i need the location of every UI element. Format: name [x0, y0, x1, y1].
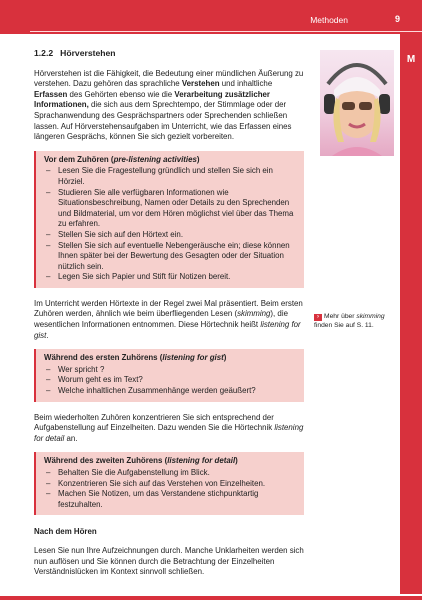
footer-bar [0, 596, 422, 600]
second-listening-box [34, 452, 304, 515]
gist-paragraph: Im Unterricht werden Hörtexte in der Regel zwei Mal präsentiert. Beim ersten Zuhören werden, ähnlich wie beim überfliegenden Lesen (skimming), die wesentlichen Informationen entnommen. Diese Hörtechnik heißt listening for gist. [34, 298, 303, 340]
first-listening-box [34, 349, 304, 401]
list-item: – Welche inhaltlichen Zusammenhänge werden geäußert? [44, 386, 296, 397]
section-heading [34, 48, 304, 59]
second-listening-list [44, 468, 296, 510]
header-bar [0, 0, 422, 34]
list-item: – Lesen Sie die Fragestellung gründlich und stellen Sie sich ein Hörziel. [44, 166, 296, 187]
list-item: – Stellen Sie sich auf eventuelle Nebengeräusche ein; diese können Ihnen später bei der Bewertung des Gesagten oder der Situation nützlich sein. [44, 241, 296, 273]
header-rule [30, 31, 422, 32]
box-title: Während des ersten Zuhörens (listening for gist) [44, 353, 227, 363]
section-number: 1.2.2 [34, 48, 54, 58]
pre-listening-box [34, 151, 304, 288]
list-item: – Stellen Sie sich auf den Hörtext ein. [44, 230, 296, 241]
after-listening-paragraph: Lesen Sie nun Ihre Aufzeichnungen durch. Manche Unklarheiten werden sich nun auflösen und Sie können durch die Betrachtung der Einzelheiten Verständnislücken im Kontext sinnvoll schließen. [34, 545, 304, 577]
box-title: Vor dem Zuhören (pre-listening activities) [44, 154, 200, 164]
intro-paragraph: Hörverstehen ist die Fähigkeit, die Bedeutung einer mündlichen Äußerung zu verstehen. Dazu gehören das sprachliche Verstehen und inhaltliche Erfassen des Gehörten ebenso wie die Verarbeitung zusätzlicher Informationen, die sich aus dem Sprechtempo, der Stimmlage oder der Sprachanwendung des Gesprächspartners oder Sprechenden schließen lassen. Auf Hörverstehensaufgaben im Unterricht, wie das Erfassen eines längeren Gesprächs, können Sie sich gezielt vorbereiten. [34, 68, 304, 142]
chapter-tab: M [406, 54, 416, 65]
after-listening-heading: Nach dem Hören [34, 527, 97, 537]
first-listening-list [44, 365, 296, 397]
list-item: – Studieren Sie alle verfügbaren Informationen wie Situationsbeschreibung, Namen oder Details zu den Sprechenden und Bildmaterial, um vor dem Hören möglichst viel über das Thema zu erfahren. [44, 188, 296, 230]
headphones-photo [320, 50, 394, 156]
pre-listening-list [44, 166, 296, 283]
list-item: – Konzentrieren Sie sich auf das Verstehen von Einzelheiten. [44, 479, 296, 490]
running-header-section: Methoden [310, 15, 348, 25]
margin-note: › Mehr über skimming finden Sie auf S. 11. [314, 313, 385, 329]
list-item: – Legen Sie sich Papier und Stift für Notizen bereit. [44, 272, 296, 283]
main-text-column [34, 34, 304, 586]
page-number: 9 [394, 14, 400, 24]
arrow-marker-icon: › [314, 314, 322, 321]
side-thumb-strip [400, 34, 422, 594]
list-item: – Worum geht es im Text? [44, 375, 296, 386]
section-title: Hörverstehen [60, 48, 116, 58]
detail-paragraph: Beim wiederholten Zuhören konzentrieren Sie sich entsprechend der Aufgabenstellung auf Einzelheiten. Dazu wenden Sie die Hörtechnik listening for detail an. [34, 412, 304, 443]
list-item: – Machen Sie Notizen, um das Verstandene stichpunktartig festzuhalten. [44, 489, 296, 510]
list-item: – Wer spricht ? [44, 365, 296, 376]
list-item: – Behalten Sie die Aufgabenstellung im Blick. [44, 468, 296, 479]
box-title: Während des zweiten Zuhörens (listening for detail) [44, 456, 238, 466]
